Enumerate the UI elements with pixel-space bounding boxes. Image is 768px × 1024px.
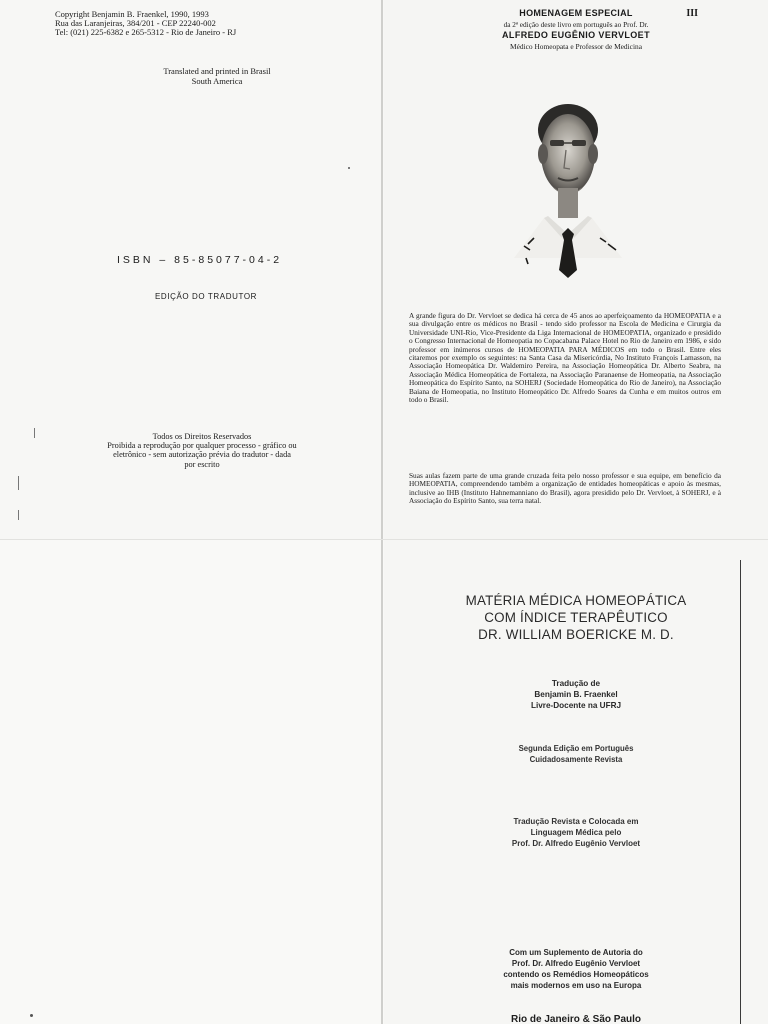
translation-credit [384, 678, 768, 711]
address-line: Rua das Laranjeiras, 384/201 - CEP 22240-002 [55, 18, 216, 28]
spread-divider-vertical [381, 0, 383, 1024]
translator-title: Livre-Docente na UFRJ [530, 701, 622, 710]
publication-cities: Rio de Janeiro & São Paulo [510, 1014, 642, 1024]
dedication-title: HOMENAGEM ESPECIAL [519, 8, 633, 18]
translation-line: Tradução de [551, 679, 601, 688]
copyright-line: Copyright Benjamin B. Fraenkel, 1990, 1993 [55, 9, 209, 19]
scan-mark [18, 476, 19, 490]
revision-line: Tradução Revista e Colocada em [513, 817, 639, 826]
isbn-number: ISBN – 85-85077-04-2 [117, 254, 283, 266]
reviser-name: Prof. Dr. Alfredo Eugênio Vervloet [511, 839, 641, 848]
spread-divider-horizontal [0, 539, 768, 540]
title-page [384, 540, 768, 1024]
book-title-line: MATÉRIA MÉDICA HOMEOPÁTICA [465, 593, 687, 608]
supplement-note [384, 947, 768, 991]
book-author-line: DR. WILLIAM BOERICKE M. D. [478, 627, 674, 642]
translator-name: Benjamin B. Fraenkel [534, 690, 618, 699]
edition-line: Cuidadosamente Revista [529, 754, 623, 764]
dedication-subtitle: da 2ª edição deste livro em português ao Prof. Dr. [503, 20, 649, 29]
supplement-line: contendo os Remédios Homeopáticos [503, 970, 649, 979]
rights-line: por escrito [184, 459, 220, 469]
rights-line: Proibida a reprodução por qualquer processo - gráfico ou [107, 441, 297, 451]
copyright-page [0, 0, 384, 540]
scan-mark [34, 428, 35, 438]
translated-line: South America [191, 75, 243, 86]
revision-credit [384, 816, 768, 849]
page-edge-line [740, 560, 741, 1024]
rights-line: eletrônico - sem autorização prévia do tradutor - dada [113, 450, 291, 460]
revision-line: Linguagem Médica pelo [530, 828, 622, 837]
page-number: III [686, 8, 698, 19]
dedication-paragraph-1: A grande figura do Dr. Vervloet se dedica há cerca de 45 anos ao aperfeiçoamento da HOMEOPATIA e a sua divulgação entre os médicos no Brasil - tendo sido professor na Escola de Medicina e Cirurgia da Universidade UNI-Rio, Vice-Presidente da Liga Internacional de HOMEOPATIA, organizado e presidido o Congresso Internacional de Homeopatia no Copacabana Palace Hotel no Rio de Janeiro em 1986, e sido professor em inúmeros cursos de HOMEOPATIA PARA MÉDICOS em todo o Brasil. Entre eles citaremos por exemplo os seguintes: na Santa Casa da Misericórdia, No Instituto François Lamasson, na Associação Homeopática Dr. Waldemiro Pereira, na Associação Homeopática Dr. Alberto Seabra, na Associação Médica Homeopática de Fortaleza, na Associação Paranaense de Homeopatia, na Associação Homeopática do Espírito Santo, na SOHERJ (Sociedade Homeopática do Rio de Janeiro), na Associação Baiana de Homeopatia, no Instituto Homeopático Dr. Alfredo Soares da Cunha e em muitos outros em todo o Brasil. [409, 311, 721, 405]
edition-note: EDIÇÃO DO TRADUTOR [154, 292, 258, 301]
honoree-role: Médico Homeopata e Professor de Medicina [510, 42, 642, 51]
dedication-paragraph-2: Suas aulas fazem parte de uma grande cruzada feita pelo nosso professor e sua equipe, em benefício da HOMEOPATIA, compreendendo também a organização de entidades homeopáticas e apoio às mesmas, inclusive ao IHB (Instituto Hahnemanniano do Brasil), agora presidido pelo Dr. Vervloet, à SOHERJ, e à Associação do Espírito Santo, sua terra natal. [409, 471, 721, 506]
supplement-line: Com um Suplemento de Autoria do [509, 948, 643, 957]
book-title-line: COM ÍNDICE TERAPÊUTICO [484, 610, 668, 625]
supplement-line: mais modernos em uso na Europa [510, 981, 642, 990]
scan-mark [18, 510, 19, 520]
book-title [384, 592, 768, 643]
copyright-block [55, 10, 236, 37]
supplement-line: Prof. Dr. Alfredo Eugênio Vervloet [511, 959, 641, 968]
rights-line: Todos os Direitos Reservados [152, 432, 252, 441]
translated-line: Translated and printed in Brasil [163, 66, 271, 76]
rights-notice [92, 432, 312, 469]
blank-page [0, 540, 384, 1024]
phone-line: Tel: (021) 225-6382 e 265-5312 - Rio de Janeiro - RJ [55, 27, 237, 37]
scan-speck [348, 167, 350, 169]
dedication-page [384, 0, 768, 540]
portrait-photo [504, 88, 634, 278]
scan-speck [30, 1014, 33, 1017]
edition-info [384, 744, 768, 765]
edition-line: Segunda Edição em Português [518, 744, 634, 753]
translated-note [0, 67, 384, 86]
honoree-name: ALFREDO EUGÊNIO VERVLOET [502, 30, 650, 40]
